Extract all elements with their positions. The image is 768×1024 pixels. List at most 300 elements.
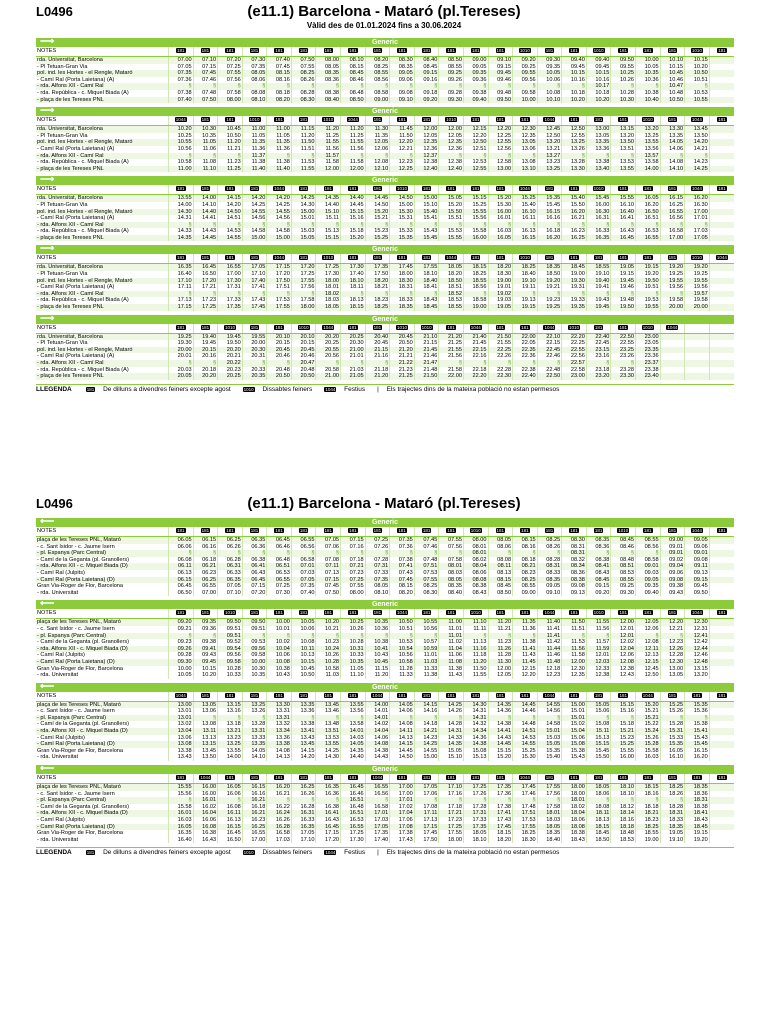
time-cell: § [562, 633, 587, 640]
time-cell: 15.35 [685, 701, 710, 708]
time-cell: 15.31 [390, 215, 415, 222]
note-badge: 181 [545, 186, 554, 192]
time-cell: 11.08 [193, 159, 218, 166]
note-cell [414, 47, 439, 57]
note-cell [586, 185, 611, 195]
time-cell: 16.40 [611, 209, 636, 216]
note-badge: 181 [570, 186, 578, 192]
time-cell: 08.25 [291, 70, 316, 77]
note-cell [562, 47, 587, 57]
time-cell: 16.15 [513, 235, 538, 242]
note-cell [586, 116, 611, 126]
note-cell [341, 527, 366, 537]
note-cell [267, 324, 292, 334]
table-row [36, 830, 734, 837]
time-cell: 23.40 [635, 373, 660, 380]
time-cell: 09.50 [218, 619, 243, 626]
time-cell: 20.20 [193, 373, 218, 380]
time-cell [709, 133, 734, 140]
time-cell: 18.40 [414, 278, 439, 285]
time-cell: 10.05 [169, 672, 194, 679]
time-cell: 14.08 [267, 748, 292, 755]
note-badge: 181 [299, 692, 308, 698]
time-cell: 15.55 [611, 748, 636, 755]
time-cell: § [488, 550, 513, 557]
time-cell: § [660, 715, 685, 722]
time-cell: 14.53 [218, 228, 243, 235]
time-cell: 12.08 [365, 159, 390, 166]
time-cell: 18.50 [537, 271, 562, 278]
stop-name: plaça de les Tereses PNL, Mataró [36, 619, 169, 626]
time-cell: § [513, 360, 538, 367]
time-cell: 10.30 [193, 126, 218, 133]
time-cell: 10.41 [365, 646, 390, 653]
note-badge: 181 [545, 528, 554, 533]
time-cell [709, 701, 734, 708]
time-cell: 11.15 [365, 666, 390, 673]
time-cell: § [537, 83, 562, 90]
time-cell: 08.25 [537, 537, 562, 544]
time-cell: 06.13 [169, 570, 194, 577]
time-cell: § [390, 550, 415, 557]
time-cell: 08.55 [513, 583, 538, 590]
time-cell: 09.30 [537, 57, 562, 64]
time-cell: 16.01 [193, 797, 218, 804]
time-cell: 13.50 [611, 139, 636, 146]
time-cell: 17.43 [488, 817, 513, 824]
time-cell: 08.45 [488, 583, 513, 590]
time-cell: 08.26 [291, 77, 316, 84]
time-cell: 15.38 [685, 721, 710, 728]
time-cell: 18.50 [439, 278, 464, 285]
time-cell [709, 271, 734, 278]
time-cell: 18.45 [562, 264, 587, 271]
time-cell: § [341, 291, 366, 298]
time-cell [709, 195, 734, 202]
table-row [36, 748, 734, 755]
time-cell: 16.00 [586, 202, 611, 209]
time-cell: 14.48 [513, 721, 538, 728]
note-badge: 181 [201, 186, 210, 192]
time-cell: 14.31 [463, 708, 488, 715]
time-cell: 19.50 [611, 304, 636, 311]
time-cell: 13.51 [611, 146, 636, 153]
time-cell: 15.15 [611, 701, 636, 708]
time-cell: 07.28 [365, 557, 390, 564]
note-badge: 181 [521, 528, 529, 533]
time-cell [709, 97, 734, 104]
time-cell: 16.18 [537, 228, 562, 235]
time-cell: 08.58 [365, 90, 390, 97]
time-cell: 12.44 [685, 646, 710, 653]
time-cell: 07.45 [316, 583, 341, 590]
time-cell: 14.55 [242, 209, 267, 216]
time-cell: 18.35 [390, 304, 415, 311]
time-cell: 08.18 [513, 557, 538, 564]
section-bar [36, 680, 734, 692]
stop-name: - pl. Espanya (Parc Central) [36, 797, 169, 804]
time-cell [709, 590, 734, 597]
time-cell: 09.15 [414, 70, 439, 77]
note-badge: 181 [644, 775, 652, 781]
time-cell: 12.01 [611, 633, 636, 640]
stop-name: - Pl Tetuan-Gran Via [37, 63, 88, 70]
time-cell: 06.21 [193, 563, 218, 570]
time-cell: 23.20 [586, 373, 611, 380]
note-cell [586, 47, 611, 57]
note-cell [390, 692, 415, 702]
time-cell: 17.35 [365, 264, 390, 271]
note-cell [242, 116, 267, 126]
time-cell: 14.58 [537, 721, 562, 728]
time-cell [709, 817, 734, 824]
time-cell: 10.59 [414, 646, 439, 653]
time-cell: 08.05 [242, 70, 267, 77]
time-cell: 10.53 [390, 639, 415, 646]
time-cell: 14.45 [513, 701, 538, 708]
note-cell [193, 116, 218, 126]
time-cell: 07.36 [390, 544, 415, 551]
time-cell: 16.50 [193, 271, 218, 278]
time-cell: 10.06 [291, 626, 316, 633]
time-cell: 09.15 [685, 577, 710, 584]
time-cell: 08.45 [341, 70, 366, 77]
stop-name: - rda. República - c. Miquel Biada (A) [37, 159, 129, 166]
time-cell: 11.33 [414, 666, 439, 673]
note-cell [193, 185, 218, 195]
stop-name: - rda. República - c. Miquel Biada (A) [37, 228, 129, 235]
section-title: Generic [371, 766, 399, 774]
note-cell [242, 185, 267, 195]
time-cell: 07.43 [390, 570, 415, 577]
time-cell: 14.43 [488, 735, 513, 742]
time-cell: 21.50 [414, 373, 439, 380]
time-cell: 17.45 [390, 264, 415, 271]
time-cell: 12.28 [660, 652, 685, 659]
note-badge: 181 [496, 324, 505, 330]
time-cell: 12.20 [463, 133, 488, 140]
notes-row [36, 324, 734, 334]
time-cell: 11.38 [242, 159, 267, 166]
time-cell: 15.45 [414, 235, 439, 242]
time-cell: 08.05 [439, 577, 464, 584]
time-cell: 09.15 [488, 64, 513, 71]
time-cell: 11.40 [267, 166, 292, 173]
line-code: L0496 [36, 4, 73, 19]
note-badge: 181 [226, 48, 234, 53]
time-cell: 18.25 [513, 264, 538, 271]
time-cell: 08.06 [242, 77, 267, 84]
time-cell: 20.45 [390, 333, 415, 340]
arrow-left-icon: ⟵ [40, 763, 55, 775]
stop-name: - Camí Ral (Porta Laietana) (A) [37, 145, 115, 152]
time-cell: 21.01 [341, 353, 366, 360]
time-cell: 10.48 [660, 90, 685, 97]
time-cell [709, 672, 734, 679]
note-cell [365, 254, 390, 264]
time-cell: 08.36 [562, 570, 587, 577]
stop-name: - Camí Ral (Porta Laietana) (A) [37, 215, 115, 222]
time-cell: 15.40 [513, 202, 538, 209]
note-badge: 181 [718, 528, 726, 533]
note-badge: 181 [226, 775, 234, 781]
time-cell: 21.23 [390, 367, 415, 374]
note-badge: 1010 [642, 324, 653, 330]
stop-name: - rda. República - c. Miquel Biada (A) [37, 297, 129, 304]
time-cell: § [169, 633, 194, 640]
time-cell: 12.50 [562, 126, 587, 133]
time-cell: 06.08 [169, 557, 194, 564]
time-cell: 06.28 [218, 557, 243, 564]
stop-name: - rda. Alfons XII - c. Miquel Biada (D) [36, 810, 169, 817]
time-cell: 12.10 [365, 166, 390, 173]
time-cell: 20.25 [316, 340, 341, 347]
time-cell: 17.11 [414, 810, 439, 817]
time-cell: 08.48 [611, 557, 636, 564]
time-cell: 17.53 [267, 297, 292, 304]
arrow-right-icon: ⟶ [40, 243, 55, 255]
time-cell: 08.55 [611, 577, 636, 584]
stop-name: - Camí de la Gegantа (pl. Granollers) [37, 721, 130, 728]
legend-item [324, 386, 371, 393]
time-cell: 08.45 [611, 537, 636, 544]
time-cell: 12.36 [414, 146, 439, 153]
note-badge: 181 [177, 48, 185, 53]
note-badge: 181 [570, 48, 578, 53]
time-cell: 17.20 [316, 837, 341, 844]
time-cell: 07.11 [316, 563, 341, 570]
timetable-block [36, 312, 734, 380]
time-cell: 13.15 [685, 666, 710, 673]
time-cell: 15.08 [562, 741, 587, 748]
time-cell: 10.23 [316, 639, 341, 646]
time-cell: 14.45 [193, 235, 218, 242]
table-row [36, 97, 734, 104]
time-cell: 11.20 [291, 133, 316, 140]
time-cell [709, 824, 734, 831]
time-cell: § [169, 550, 194, 557]
time-cell: 22.50 [537, 373, 562, 380]
time-cell: 13.08 [193, 721, 218, 728]
time-cell: 09.45 [488, 70, 513, 77]
time-cell: 11.40 [537, 619, 562, 626]
time-cell: 16.28 [291, 804, 316, 811]
time-cell: § [267, 360, 292, 367]
time-cell: 06.50 [169, 590, 194, 597]
note-badge: 181 [471, 255, 480, 261]
time-cell: 15.41 [685, 728, 710, 735]
time-cell: 22.36 [513, 353, 538, 360]
stop-name: - Camí Ral (Porta Laietana) (D) [36, 824, 169, 831]
time-cell: 15.00 [291, 209, 316, 216]
time-cell: 11.35 [365, 133, 390, 140]
table-row [36, 544, 734, 551]
time-cell: 09.04 [660, 563, 685, 570]
time-cell: 10.36 [635, 77, 660, 84]
time-cell: 17.21 [193, 284, 218, 291]
note-cell [709, 609, 734, 619]
time-cell: 12.33 [586, 666, 611, 673]
note-cell [390, 527, 415, 537]
time-cell: 15.20 [439, 202, 464, 209]
time-cell: 12.20 [660, 619, 685, 626]
table-row [36, 360, 734, 367]
time-cell: 09.13 [562, 590, 587, 597]
time-cell: 09.56 [513, 77, 538, 84]
time-cell: 21.40 [463, 333, 488, 340]
timetable-block [36, 107, 734, 172]
time-cell: § [635, 633, 660, 640]
time-cell: 08.40 [316, 97, 341, 104]
timetable-block [36, 38, 734, 103]
time-cell: 13.26 [242, 708, 267, 715]
time-cell: 16.25 [562, 235, 587, 242]
time-cell [709, 126, 734, 133]
note-badge: 181 [201, 255, 210, 261]
time-cell: 16.22 [267, 804, 292, 811]
time-cell: 13.33 [242, 735, 267, 742]
time-cell: 12.20 [390, 139, 415, 146]
time-cell: 15.40 [562, 195, 587, 202]
time-cell: 19.15 [635, 264, 660, 271]
time-cell: 11.36 [267, 146, 292, 153]
note-cell [218, 116, 243, 126]
time-cell: 14.23 [685, 159, 710, 166]
time-cell: 15.15 [586, 741, 611, 748]
time-cell: 17.18 [439, 804, 464, 811]
time-cell: 18.03 [537, 817, 562, 824]
note-badge: 181 [422, 186, 431, 192]
time-cell: 19.51 [635, 284, 660, 291]
time-cell: 14.01 [365, 708, 390, 715]
note-cell [513, 692, 538, 702]
note-badge: 181 [570, 692, 578, 698]
stop-name: - rda. Universitat [37, 672, 79, 679]
time-cell: 09.20 [169, 619, 194, 626]
table-row [36, 701, 734, 708]
legend-label: LLEGENDA [36, 849, 72, 857]
time-cell: 19.20 [537, 278, 562, 285]
time-cell: 16.35 [586, 235, 611, 242]
time-cell: 13.30 [660, 126, 685, 133]
time-cell: 10.08 [291, 639, 316, 646]
note-cell [439, 185, 464, 195]
note-cell [365, 527, 390, 537]
time-cell: 11.53 [291, 159, 316, 166]
time-cell: 21.18 [365, 367, 390, 374]
time-cell: 17.31 [218, 284, 243, 291]
table-row [36, 347, 734, 354]
time-cell: 12.03 [586, 659, 611, 666]
note-cell [414, 185, 439, 195]
time-cell: § [341, 83, 366, 90]
time-cell: 17.10 [291, 837, 316, 844]
time-cell: 16.53 [341, 817, 366, 824]
legend-text: Festius [344, 385, 366, 393]
time-cell: 18.55 [635, 830, 660, 837]
note-badge: 181 [324, 775, 333, 781]
time-cell: § [463, 83, 488, 90]
time-cell: 16.15 [218, 824, 243, 831]
note-badge: 1010 [691, 255, 702, 261]
note-cell [242, 774, 267, 784]
time-cell: 22.15 [463, 347, 488, 354]
time-cell: 15.15 [316, 235, 341, 242]
note-badge: 181 [226, 692, 234, 698]
time-cell: 20.46 [291, 353, 316, 360]
time-cell: 19.58 [660, 297, 685, 304]
note-badge: 1010 [249, 117, 260, 123]
time-cell: 14.50 [365, 202, 390, 209]
note-badge: 1044 [372, 692, 383, 698]
time-cell: 18.18 [635, 804, 660, 811]
note-badge: 181 [594, 324, 603, 330]
time-cell: 08.38 [562, 577, 587, 584]
table-row [36, 797, 734, 804]
time-cell: 11.55 [341, 139, 366, 146]
time-cell: 09.35 [463, 70, 488, 77]
arrow-right-icon: ⟶ [40, 36, 55, 47]
legend-item [377, 386, 565, 393]
time-cell: § [635, 797, 660, 804]
time-cell: 07.55 [291, 64, 316, 71]
time-cell: 22.55 [562, 347, 587, 354]
time-cell: 11.43 [439, 672, 464, 679]
time-cell: 22.20 [463, 373, 488, 380]
time-cell: 11.20 [218, 139, 243, 146]
note-badge: 181 [349, 324, 357, 330]
time-cell: 09.10 [488, 57, 513, 64]
note-cell [291, 185, 316, 195]
time-cell: 16.08 [193, 824, 218, 831]
time-cell: 11.35 [242, 139, 267, 146]
time-cell: 16.46 [341, 791, 366, 798]
table-row [36, 64, 734, 71]
time-cell: 13.05 [660, 672, 685, 679]
time-cell: 15.35 [660, 741, 685, 748]
note-cell [218, 609, 243, 619]
note-badge: 181 [324, 48, 333, 53]
table-row [36, 619, 734, 626]
time-cell: § [439, 153, 464, 160]
time-cell: 07.33 [365, 570, 390, 577]
note-cell [365, 692, 390, 702]
note-cell [685, 254, 710, 264]
time-cell: 18.53 [611, 837, 636, 844]
time-cell: 12.01 [586, 652, 611, 659]
time-cell: 13.45 [193, 748, 218, 755]
note-cell [193, 527, 218, 537]
time-cell: 12.42 [685, 639, 710, 646]
legend-badge: 1010 [243, 386, 254, 392]
time-cell: 21.48 [414, 367, 439, 374]
time-cell: § [562, 222, 587, 229]
table-row [36, 284, 734, 291]
time-cell: 07.20 [218, 57, 243, 64]
time-cell: 10.00 [169, 666, 194, 673]
time-cell: 13.43 [169, 754, 194, 761]
section-title: Generic [371, 519, 399, 526]
time-cell: 18.23 [635, 817, 660, 824]
time-cell: 13.25 [218, 741, 243, 748]
timetable [36, 609, 734, 678]
time-cell: 16.06 [193, 817, 218, 824]
time-cell: 16.15 [660, 195, 685, 202]
note-cell [267, 527, 292, 537]
time-cell: 12.15 [463, 126, 488, 133]
time-cell: 16.02 [193, 804, 218, 811]
note-cell [365, 609, 390, 619]
